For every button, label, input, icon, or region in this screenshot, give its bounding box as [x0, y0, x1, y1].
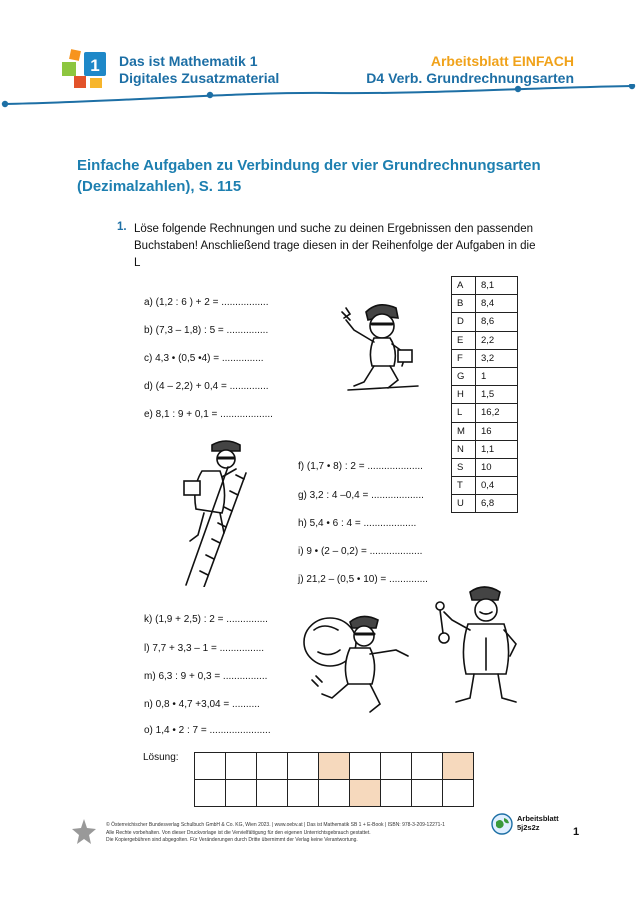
key-letter: U — [452, 495, 476, 513]
solution-cell[interactable] — [195, 753, 226, 780]
header-wave-divider — [0, 84, 640, 112]
key-value: 1,5 — [476, 386, 518, 404]
thief-on-ladder-illustration — [162, 437, 272, 587]
key-value: 2,2 — [476, 331, 518, 349]
key-table-row — [452, 386, 518, 404]
key-letter: L — [452, 404, 476, 422]
solution-cell[interactable] — [350, 753, 381, 780]
key-table-row — [452, 277, 518, 295]
solution-cell[interactable] — [226, 780, 257, 807]
exercise-c: c) 4,3 • (0,5 •4) = ............... — [144, 353, 264, 364]
key-value: 8,6 — [476, 313, 518, 331]
task-number: 1. — [117, 221, 127, 233]
key-letter: H — [452, 386, 476, 404]
exercise-a: a) (1,2 : 6 ) + 2 = ................. — [144, 297, 269, 308]
footer-line-1: © Österreichischer Bundesverlag Schulbuch GmbH & Co. KG, Wien 2023. | www.oebv.at | Das ist Mathematik SB 1 + E-Book | ISBN: 978-3-209-12271-1 — [106, 822, 445, 828]
police-officer-illustration — [428, 582, 523, 707]
page-number: 1 — [573, 826, 580, 838]
key-table-row — [452, 331, 518, 349]
exercise-k: k) (1,9 + 2,5) : 2 = ............... — [144, 614, 268, 625]
exercise-g: g) 3,2 : 4 –0,4 = ................... — [298, 490, 424, 501]
globe-icon — [490, 812, 514, 836]
solution-cell[interactable] — [226, 753, 257, 780]
solution-cell[interactable] — [443, 780, 474, 807]
key-table-row — [452, 495, 518, 513]
key-value: 8,1 — [476, 277, 518, 295]
key-table-row — [452, 404, 518, 422]
key-letter: F — [452, 349, 476, 367]
task-line-2: Buchstaben! Anschließend trage diesen in der Reihenfolge der Aufgaben in die — [134, 240, 536, 252]
solution-cell[interactable] — [443, 753, 474, 780]
exercise-h: h) 5,4 • 6 : 4 = ................... — [298, 518, 417, 529]
key-letter: N — [452, 440, 476, 458]
key-value: 1 — [476, 367, 518, 385]
solution-cell[interactable] — [288, 753, 319, 780]
key-table-row — [452, 440, 518, 458]
page-title — [77, 155, 597, 197]
thief-with-wrench-illustration — [318, 290, 428, 400]
thief-with-sack-illustration — [292, 600, 417, 720]
key-table-row — [452, 477, 518, 495]
key-table-row — [452, 367, 518, 385]
key-letter: S — [452, 458, 476, 476]
key-value: 16,2 — [476, 404, 518, 422]
exercise-j: j) 21,2 – (0,5 • 10) = .............. — [298, 574, 428, 585]
key-letter: E — [452, 331, 476, 349]
worksheet-level: Arbeitsblatt EINFACH — [430, 53, 574, 69]
exercise-m: m) 6,3 : 9 + 0,3 = ................ — [144, 671, 268, 682]
key-value: 3,2 — [476, 349, 518, 367]
title-line-2: (Dezimalzahlen), S. 115 — [77, 178, 242, 195]
solution-cell[interactable] — [412, 753, 443, 780]
exercise-l: l) 7,7 + 3,3 – 1 = ................ — [144, 643, 265, 654]
solution-label: Lösung: — [143, 752, 179, 763]
publisher-logo-icon — [70, 817, 98, 845]
exercise-i: i) 9 • (2 – 0,2) = ................... — [298, 546, 423, 557]
key-value: 1,1 — [476, 440, 518, 458]
task-line-1: Löse folgende Rechnungen und suche zu deinen Ergebnissen den passenden — [134, 223, 533, 235]
key-value: 0,4 — [476, 477, 518, 495]
exercise-f: f) (1,7 • 8) : 2 = .................... — [298, 461, 423, 472]
footer-line-2: Alle Rechte vorbehalten. Von dieser Druckvorlage ist die Vervielfältigung für den eigenen Unterrichtsgebrauch gestattet. — [106, 829, 371, 836]
solution-cell[interactable] — [288, 780, 319, 807]
key-letter: G — [452, 367, 476, 385]
letter-value-table — [451, 276, 518, 513]
title-line-1: Einfache Aufgaben zu Verbindung der vier Grundrechnungsarten — [77, 157, 541, 174]
solution-cell[interactable] — [195, 780, 226, 807]
solution-grid — [194, 752, 474, 807]
key-value: 6,8 — [476, 495, 518, 513]
solution-cell[interactable] — [381, 753, 412, 780]
task-line-3: L — [134, 257, 141, 269]
svg-text:1: 1 — [90, 56, 100, 75]
key-letter: A — [452, 277, 476, 295]
solution-cell[interactable] — [257, 780, 288, 807]
key-value: 16 — [476, 422, 518, 440]
worksheet-code-badge — [517, 814, 559, 832]
copyright-footer — [106, 822, 496, 845]
key-table-row — [452, 422, 518, 440]
key-value: 10 — [476, 458, 518, 476]
key-value: 8,4 — [476, 295, 518, 313]
key-table-row — [452, 313, 518, 331]
solution-cell[interactable] — [412, 780, 443, 807]
footer-line-3: Die Kopiergebühren sind abgegolten. Für Veränderungen durch Dritte übernimmt der Verlag keine Verantwortung. — [106, 837, 358, 843]
exercise-e: e) 8,1 : 9 + 0,1 = ................... — [144, 409, 273, 420]
header-book-title: Das ist Mathematik 1 — [119, 53, 258, 69]
exercise-b: b) (7,3 – 1,8) : 5 = ............... — [144, 325, 269, 336]
solution-cell[interactable] — [257, 753, 288, 780]
solution-cell[interactable] — [319, 780, 350, 807]
solution-cell[interactable] — [350, 780, 381, 807]
solution-cell[interactable] — [319, 753, 350, 780]
key-letter: B — [452, 295, 476, 313]
header-subtitle: Digitales Zusatzmaterial — [119, 70, 280, 86]
badge-code: 5j2s2z — [517, 823, 540, 832]
exercise-d: d) (4 – 2,2) + 0,4 = .............. — [144, 381, 269, 392]
key-table-row — [452, 295, 518, 313]
header-publication — [119, 53, 279, 87]
exercise-o: o) 1,4 • 2 : 7 = ...................... — [144, 725, 271, 736]
badge-label: Arbeitsblatt — [517, 814, 559, 823]
solution-cell[interactable] — [381, 780, 412, 807]
key-table-row — [452, 349, 518, 367]
worksheet-topic: D4 Verb. Grundrechnungsarten — [366, 70, 574, 86]
header-worksheet-info — [366, 53, 574, 87]
key-letter: T — [452, 477, 476, 495]
key-letter: D — [452, 313, 476, 331]
task-instructions — [134, 221, 554, 272]
exercise-n: n) 0,8 • 4,7 +3,04 = .......... — [144, 699, 260, 710]
key-letter: M — [452, 422, 476, 440]
key-table-row — [452, 458, 518, 476]
